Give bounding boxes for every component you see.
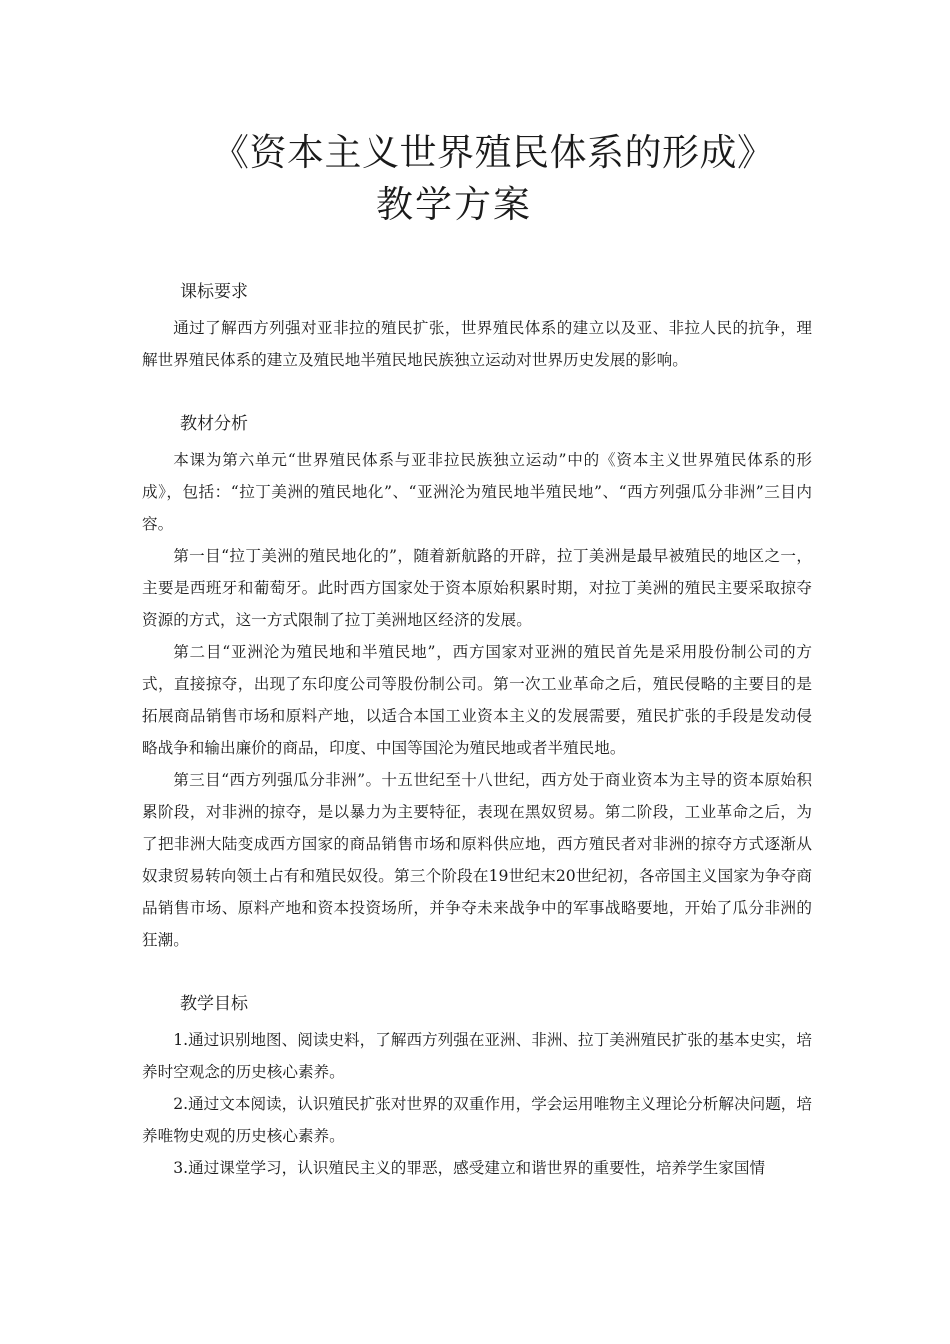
section-teaching-objectives: [142, 990, 812, 1184]
paragraph: 第二目“亚洲沦为殖民地和半殖民地”，西方国家对亚洲的殖民首先是采用股份制公司的方式，直接掠夺，出现了东印度公司等股份制公司。第一次工业革命之后，殖民侵略的主要目的是拓展商品销售市场和原料产地，以适合本国工业资本主义的发展需要，殖民扩张的手段是发动侵略战争和输出廉价的商品，印度、中国等国沦为殖民地或者半殖民地。: [142, 643, 812, 757]
paragraph: 3.通过课堂学习，认识殖民主义的罪恶，感受建立和谐世界的重要性，培养学生家国情: [173, 1159, 766, 1177]
document-body: [142, 278, 812, 1184]
section-heading: 教学目标: [180, 994, 248, 1014]
section-heading: 教材分析: [180, 414, 248, 434]
document-subtitle: 教学方案: [376, 183, 532, 226]
paragraph: 第一目“拉丁美洲的殖民地化的”，随着新航路的开辟，拉丁美洲是最早被殖民的地区之一，主要是西班牙和葡萄牙。此时西方国家处于资本原始积累时期，对拉丁美洲的殖民主要采取掠夺资源的方式，这一方式限制了拉丁美洲地区经济的发展。: [142, 547, 812, 629]
paragraph: 2.通过文本阅读，认识殖民扩张对世界的双重作用，学会运用唯物主义理论分析解决问题，培养唯物史观的历史核心素养。: [142, 1095, 812, 1145]
paragraph: 1.通过识别地图、阅读史料，了解西方列强在亚洲、非洲、拉丁美洲殖民扩张的基本史实，培养时空观念的历史核心素养。: [142, 1031, 812, 1081]
paragraph: 本课为第六单元“世界殖民体系与亚非拉民族独立运动”中的《资本主义世界殖民体系的形成》，包括：“拉丁美洲的殖民地化”、“亚洲沦为殖民地半殖民地”、“西方列强瓜分非洲”三目内容。: [142, 451, 812, 533]
section-curriculum-requirements: [142, 278, 812, 376]
section-heading: 课标要求: [180, 282, 248, 302]
paragraph: 通过了解西方列强对亚非拉的殖民扩张，世界殖民体系的建立以及亚、非拉人民的抗争，理解世界殖民体系的建立及殖民地半殖民地民族独立运动对世界历史发展的影响。: [142, 319, 812, 369]
section-textbook-analysis: [142, 410, 812, 956]
paragraph: 第三目“西方列强瓜分非洲”。十五世纪至十八世纪，西方处于商业资本为主导的资本原始积累阶段，对非洲的掠夺，是以暴力为主要特征，表现在黑奴贸易。第二阶段，工业革命之后，为了把非洲大陆变成西方国家的商品销售市场和原料供应地，西方殖民者对非洲的掠夺方式逐渐从奴隶贸易转向领土占有和殖民奴役。第三个阶段在19世纪末20世纪初，各帝国主义国家为争夺商品销售市场、原料产地和资本投资场所，并争夺未来战争中的军事战略要地，开始了瓜分非洲的狂潮。: [142, 771, 812, 949]
document-title: 《资本主义世界殖民体系的形成》: [212, 131, 775, 174]
